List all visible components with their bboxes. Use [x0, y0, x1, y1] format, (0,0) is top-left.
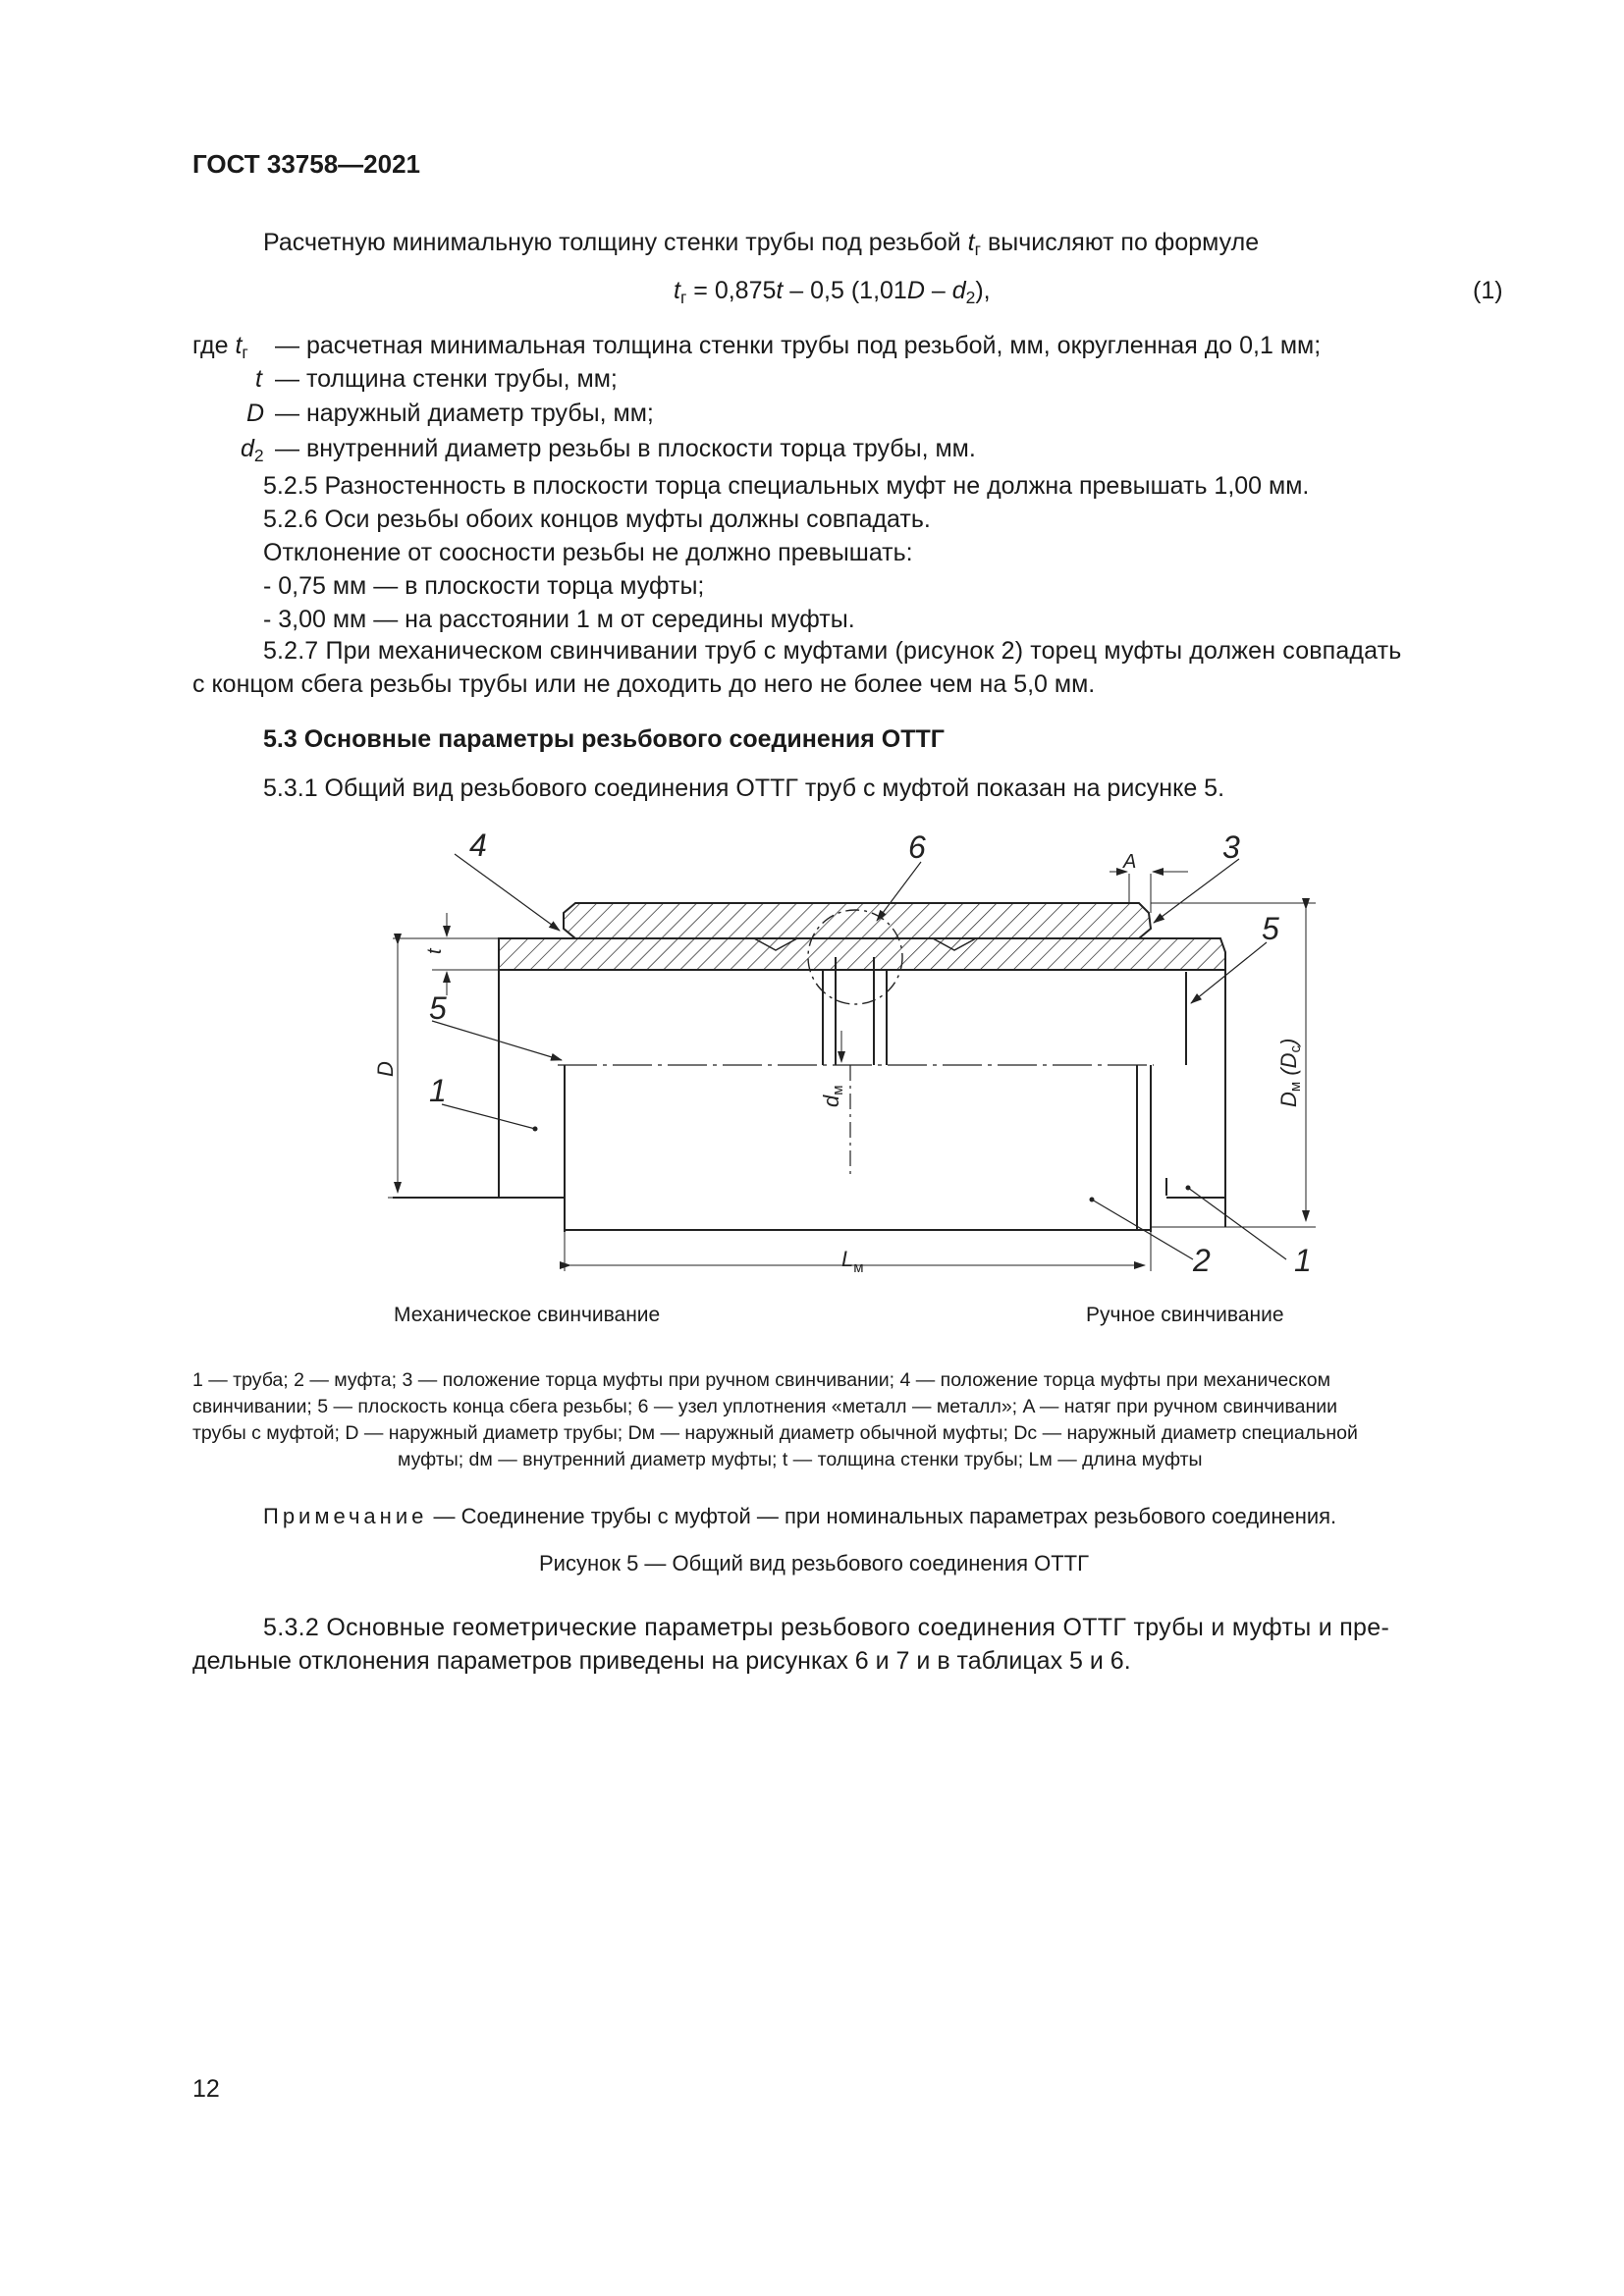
dim-Dm-label: Dм (Dс): [1276, 1038, 1304, 1107]
figure-legend-line: свинчивании; 5 — плоскость конца сбега резьбы; 6 — узел уплотнения «металл — металл»; A — натяг при ручном свинчивании: [192, 1396, 1338, 1417]
page-number: 12: [192, 2075, 220, 2103]
intro-paragraph: Расчетную минимальную толщину стенки трубы под резьбой $t_г$ вычисляют по формуле: [263, 229, 1260, 259]
section-title: 5.3 Основные параметры резьбового соединения ОТТГ: [263, 725, 945, 753]
dim-Lm-label: $L_м$: [841, 1247, 864, 1276]
figure-legend-line: трубы с муфтой; D — наружный диаметр трубы; Dм — наружный диаметр обычной муфты; Dс — наружный диаметр специальной: [192, 1422, 1358, 1444]
dim-t-label: t: [424, 948, 446, 954]
figure-legend-line: 1 — труба; 2 — муфта; 3 — положение торца муфты при ручном свинчивании; 4 — положение торца муфты при механическом: [192, 1369, 1330, 1391]
callout-4: 4: [469, 828, 487, 863]
paragraph-5-2-7-cont: с концом сбега резьбы трубы или не доходить до него не более чем на 5,0 мм.: [192, 670, 1096, 698]
where-item-text: — наружный диаметр трубы, мм;: [275, 400, 654, 427]
callout-3: 3: [1222, 829, 1240, 865]
dim-A-label: A: [1123, 851, 1137, 873]
figure-label-mechanical: Механическое свинчивание: [394, 1304, 661, 1326]
paragraph-5-3-1: 5.3.1 Общий вид резьбового соединения ОТТГ труб с муфтой показан на рисунке 5.: [263, 774, 1225, 802]
where-item-text: — толщина стенки трубы, мм;: [275, 365, 618, 393]
where-item-symbol: $d_2$: [241, 435, 264, 465]
document-header: ГОСТ 33758—2021: [192, 149, 420, 179]
coupling-hatched: [564, 903, 1151, 938]
where-item-text: — расчетная минимальная толщина стенки трубы под резьбой, мм, округленная до 0,1 мм;: [275, 332, 1322, 359]
callout-1-left: 1: [429, 1073, 447, 1108]
paragraph-5-2-6: 5.2.6 Оси резьбы обоих концов муфты должны совпадать.: [263, 506, 931, 533]
paragraph-5-3-2: 5.3.2 Основные геометрические параметры резьбового соединения ОТТГ трубы и муфты и пре-: [263, 1614, 1390, 1641]
dim-dm-label: dм: [819, 1085, 846, 1107]
formula-number: (1): [1473, 277, 1503, 304]
dim-D-label: D: [373, 1061, 398, 1077]
figure-label-manual: Ручное свинчивание: [1086, 1304, 1284, 1326]
paragraph-5-2-7: 5.2.7 При механическом свинчивании труб с муфтами (рисунок 2) торец муфты должен совпадать: [263, 637, 1402, 665]
pipe-wall-hatched: [499, 938, 1225, 970]
paragraph-5-3-2-cont: дельные отклонения параметров приведены на рисунках 6 и 7 и в таблицах 5 и 6.: [192, 1647, 1131, 1675]
callout-1-right: 1: [1294, 1243, 1312, 1278]
callout-2: 2: [1193, 1243, 1211, 1278]
paragraph-5-2-5: 5.2.5 Разностенность в плоскости торца специальных муфт не должна превышать 1,00 мм.: [263, 472, 1310, 500]
where-item: где $t_г$: [192, 332, 248, 362]
figure-note: Примечание — Соединение трубы с муфтой — при номинальных параметрах резьбового соединения.: [263, 1504, 1337, 1528]
paragraph-5-2-6-text: Отклонение от соосности резьбы не должно превышать:: [263, 539, 913, 566]
figure-caption: Рисунок 5 — Общий вид резьбового соединения ОТТГ: [539, 1551, 1090, 1575]
callout-5-left: 5: [429, 990, 447, 1026]
where-item-symbol: D: [246, 400, 265, 427]
figure-legend-line: муфты; dм — внутренний диаметр муфты; t — толщина стенки трубы; Lм — длина муфты: [398, 1449, 1203, 1470]
callout-5-right: 5: [1262, 911, 1279, 946]
list-item: - 0,75 мм — в плоскости торца муфты;: [263, 572, 705, 600]
callout-6: 6: [908, 829, 926, 865]
where-item-symbol: t: [255, 365, 262, 393]
list-item: - 3,00 мм — на расстоянии 1 м от середины муфты.: [263, 606, 855, 633]
formula: $t_г = 0,875t - 0,5$ $(1,01D - d_2)$,: [674, 277, 991, 307]
where-item-text: — внутренний диаметр резьбы в плоскости торца трубы, мм.: [275, 435, 976, 462]
